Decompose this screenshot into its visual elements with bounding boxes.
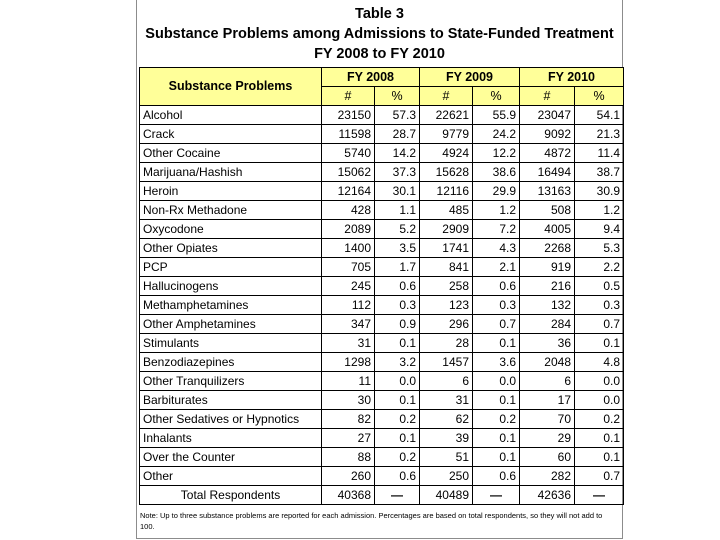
table-row xyxy=(140,220,624,239)
percent-cell: 0.1 xyxy=(575,448,624,467)
percent-cell: 0.3 xyxy=(375,296,420,315)
percent-cell: 0.7 xyxy=(473,315,520,334)
substance-name: Other Tranquilizers xyxy=(140,372,322,391)
substance-name: Other Sedatives or Hypnotics xyxy=(140,410,322,429)
percent-cell: 7.2 xyxy=(473,220,520,239)
percent-header: % xyxy=(375,87,420,106)
count-cell: 11598 xyxy=(322,125,375,144)
percent-cell: 0.9 xyxy=(375,315,420,334)
year-header: FY 2009 xyxy=(420,68,520,87)
substance-name: Benzodiazepines xyxy=(140,353,322,372)
table-row xyxy=(140,467,624,486)
total-row xyxy=(140,486,624,505)
count-cell: 260 xyxy=(322,467,375,486)
table-row xyxy=(140,372,624,391)
count-cell: 27 xyxy=(322,429,375,448)
percent-cell: 5.3 xyxy=(575,239,624,258)
count-cell: 258 xyxy=(420,277,473,296)
percent-cell: 55.9 xyxy=(473,106,520,125)
percent-cell: 3.5 xyxy=(375,239,420,258)
table-row xyxy=(140,448,624,467)
count-cell: 51 xyxy=(420,448,473,467)
table-row xyxy=(140,182,624,201)
table-row xyxy=(140,277,624,296)
count-cell: 31 xyxy=(420,391,473,410)
count-cell: 30 xyxy=(322,391,375,410)
count-cell: 705 xyxy=(322,258,375,277)
table-number: Table 3 xyxy=(355,6,404,22)
count-cell: 6 xyxy=(420,372,473,391)
percent-cell: 0.6 xyxy=(375,277,420,296)
percent-cell: 24.2 xyxy=(473,125,520,144)
count-cell: 11 xyxy=(322,372,375,391)
count-cell: 1400 xyxy=(322,239,375,258)
count-cell: 4924 xyxy=(420,144,473,163)
count-cell: 1457 xyxy=(420,353,473,372)
count-cell: 485 xyxy=(420,201,473,220)
substance-name: Other Cocaine xyxy=(140,144,322,163)
table-row xyxy=(140,106,624,125)
percent-cell: 2.2 xyxy=(575,258,624,277)
percent-cell: 0.3 xyxy=(473,296,520,315)
percent-header: % xyxy=(575,87,624,106)
percent-cell: 0.0 xyxy=(473,372,520,391)
percent-cell: 0.1 xyxy=(575,429,624,448)
count-cell: 2268 xyxy=(520,239,575,258)
header-year-row xyxy=(140,68,624,87)
count-cell: 2048 xyxy=(520,353,575,372)
percent-cell: 4.3 xyxy=(473,239,520,258)
percent-cell: 0.0 xyxy=(575,391,624,410)
substance-name: Stimulants xyxy=(140,334,322,353)
count-cell: 70 xyxy=(520,410,575,429)
percent-cell: 0.2 xyxy=(473,410,520,429)
substance-name: Methamphetamines xyxy=(140,296,322,315)
substance-name: Heroin xyxy=(140,182,322,201)
count-cell: 2089 xyxy=(322,220,375,239)
count-cell: 4005 xyxy=(520,220,575,239)
percent-cell: 57.3 xyxy=(375,106,420,125)
percent-cell: 0.1 xyxy=(473,391,520,410)
year-header: FY 2008 xyxy=(322,68,420,87)
substance-name: Inhalants xyxy=(140,429,322,448)
percent-cell: 3.6 xyxy=(473,353,520,372)
percent-cell: 0.7 xyxy=(575,467,624,486)
count-cell: 28 xyxy=(420,334,473,353)
table-body xyxy=(140,106,624,505)
percent-cell: 9.4 xyxy=(575,220,624,239)
percent-cell: 0.1 xyxy=(575,334,624,353)
percent-cell: 38.6 xyxy=(473,163,520,182)
table-title: Substance Problems among Admissions to State-Funded Treatment xyxy=(145,26,614,42)
percent-cell: 29.9 xyxy=(473,182,520,201)
percent-cell: 37.3 xyxy=(375,163,420,182)
total-count-cell: 42636 xyxy=(520,486,575,505)
count-cell: 12164 xyxy=(322,182,375,201)
count-cell: 39 xyxy=(420,429,473,448)
count-cell: 4872 xyxy=(520,144,575,163)
substance-name: Other xyxy=(140,467,322,486)
count-cell: 31 xyxy=(322,334,375,353)
total-count-cell: 40489 xyxy=(420,486,473,505)
count-cell: 9092 xyxy=(520,125,575,144)
percent-cell: 21.3 xyxy=(575,125,624,144)
count-cell: 22621 xyxy=(420,106,473,125)
year-header: FY 2010 xyxy=(520,68,624,87)
count-cell: 1298 xyxy=(322,353,375,372)
count-cell: 15628 xyxy=(420,163,473,182)
substance-name: Non-Rx Methadone xyxy=(140,201,322,220)
count-cell: 132 xyxy=(520,296,575,315)
percent-cell: 4.8 xyxy=(575,353,624,372)
percent-cell: 0.1 xyxy=(473,429,520,448)
table-row xyxy=(140,315,624,334)
substance-name: Other Amphetamines xyxy=(140,315,322,334)
count-header: # xyxy=(420,87,473,106)
table-row xyxy=(140,258,624,277)
count-cell: 6 xyxy=(520,372,575,391)
percent-cell: 0.6 xyxy=(473,467,520,486)
substance-name: Alcohol xyxy=(140,106,322,125)
count-cell: 16494 xyxy=(520,163,575,182)
percent-cell: 54.1 xyxy=(575,106,624,125)
count-cell: 112 xyxy=(322,296,375,315)
table-row xyxy=(140,391,624,410)
count-cell: 88 xyxy=(322,448,375,467)
percent-cell: 30.9 xyxy=(575,182,624,201)
percent-cell: 12.2 xyxy=(473,144,520,163)
count-cell: 245 xyxy=(322,277,375,296)
total-percent-dash: — xyxy=(473,486,520,505)
percent-cell: 0.6 xyxy=(473,277,520,296)
count-cell: 5740 xyxy=(322,144,375,163)
percent-cell: 0.1 xyxy=(473,334,520,353)
total-label: Total Respondents xyxy=(140,486,322,505)
percent-cell: 1.2 xyxy=(575,201,624,220)
count-cell: 284 xyxy=(520,315,575,334)
percent-cell: 1.7 xyxy=(375,258,420,277)
percent-header: % xyxy=(473,87,520,106)
percent-cell: 0.6 xyxy=(375,467,420,486)
total-percent-dash: — xyxy=(575,486,624,505)
substance-name: Barbiturates xyxy=(140,391,322,410)
percent-cell: 3.2 xyxy=(375,353,420,372)
table-row xyxy=(140,334,624,353)
table-frame xyxy=(136,0,623,539)
row-label-header: Substance Problems xyxy=(140,68,322,106)
substance-name: Crack xyxy=(140,125,322,144)
percent-cell: 0.7 xyxy=(575,315,624,334)
table-row xyxy=(140,296,624,315)
percent-cell: 0.1 xyxy=(375,391,420,410)
total-percent-dash: — xyxy=(375,486,420,505)
count-cell: 9779 xyxy=(420,125,473,144)
count-cell: 82 xyxy=(322,410,375,429)
count-cell: 508 xyxy=(520,201,575,220)
percent-cell: 0.1 xyxy=(375,429,420,448)
count-cell: 296 xyxy=(420,315,473,334)
percent-cell: 0.2 xyxy=(375,410,420,429)
count-cell: 23047 xyxy=(520,106,575,125)
percent-cell: 14.2 xyxy=(375,144,420,163)
percent-cell: 38.7 xyxy=(575,163,624,182)
total-count-cell: 40368 xyxy=(322,486,375,505)
table-row xyxy=(140,201,624,220)
count-cell: 347 xyxy=(322,315,375,334)
count-cell: 29 xyxy=(520,429,575,448)
percent-cell: 1.2 xyxy=(473,201,520,220)
count-cell: 12116 xyxy=(420,182,473,201)
substance-name: PCP xyxy=(140,258,322,277)
substance-name: Other Opiates xyxy=(140,239,322,258)
table-row xyxy=(140,239,624,258)
table-row xyxy=(140,125,624,144)
substance-name: Over the Counter xyxy=(140,448,322,467)
title-block xyxy=(137,4,622,64)
percent-cell: 5.2 xyxy=(375,220,420,239)
percent-cell: 0.0 xyxy=(375,372,420,391)
percent-cell: 30.1 xyxy=(375,182,420,201)
count-cell: 62 xyxy=(420,410,473,429)
count-cell: 15062 xyxy=(322,163,375,182)
percent-cell: 0.3 xyxy=(575,296,624,315)
footnote: Note: Up to three substance problems are reported for each admission. Percentages are based on total respondents, so they will not add to 100. xyxy=(140,511,603,531)
percent-cell: 0.1 xyxy=(473,448,520,467)
table-row xyxy=(140,429,624,448)
count-cell: 428 xyxy=(322,201,375,220)
percent-cell: 28.7 xyxy=(375,125,420,144)
percent-cell: 1.1 xyxy=(375,201,420,220)
percent-cell: 0.0 xyxy=(575,372,624,391)
count-cell: 250 xyxy=(420,467,473,486)
table-row xyxy=(140,163,624,182)
count-cell: 13163 xyxy=(520,182,575,201)
count-cell: 282 xyxy=(520,467,575,486)
count-cell: 919 xyxy=(520,258,575,277)
count-header: # xyxy=(520,87,575,106)
count-cell: 841 xyxy=(420,258,473,277)
table-row xyxy=(140,353,624,372)
count-cell: 216 xyxy=(520,277,575,296)
count-cell: 23150 xyxy=(322,106,375,125)
percent-cell: 0.2 xyxy=(575,410,624,429)
substance-name: Marijuana/Hashish xyxy=(140,163,322,182)
percent-cell: 0.5 xyxy=(575,277,624,296)
count-header: # xyxy=(322,87,375,106)
count-cell: 2909 xyxy=(420,220,473,239)
table-row xyxy=(140,410,624,429)
substance-name: Hallucinogens xyxy=(140,277,322,296)
count-cell: 17 xyxy=(520,391,575,410)
count-cell: 123 xyxy=(420,296,473,315)
percent-cell: 0.2 xyxy=(375,448,420,467)
substance-name: Oxycodone xyxy=(140,220,322,239)
table-period: FY 2008 to FY 2010 xyxy=(314,46,445,62)
percent-cell: 0.1 xyxy=(375,334,420,353)
count-cell: 36 xyxy=(520,334,575,353)
table-row xyxy=(140,144,624,163)
percent-cell: 2.1 xyxy=(473,258,520,277)
count-cell: 1741 xyxy=(420,239,473,258)
count-cell: 60 xyxy=(520,448,575,467)
percent-cell: 11.4 xyxy=(575,144,624,163)
data-table xyxy=(139,67,624,505)
